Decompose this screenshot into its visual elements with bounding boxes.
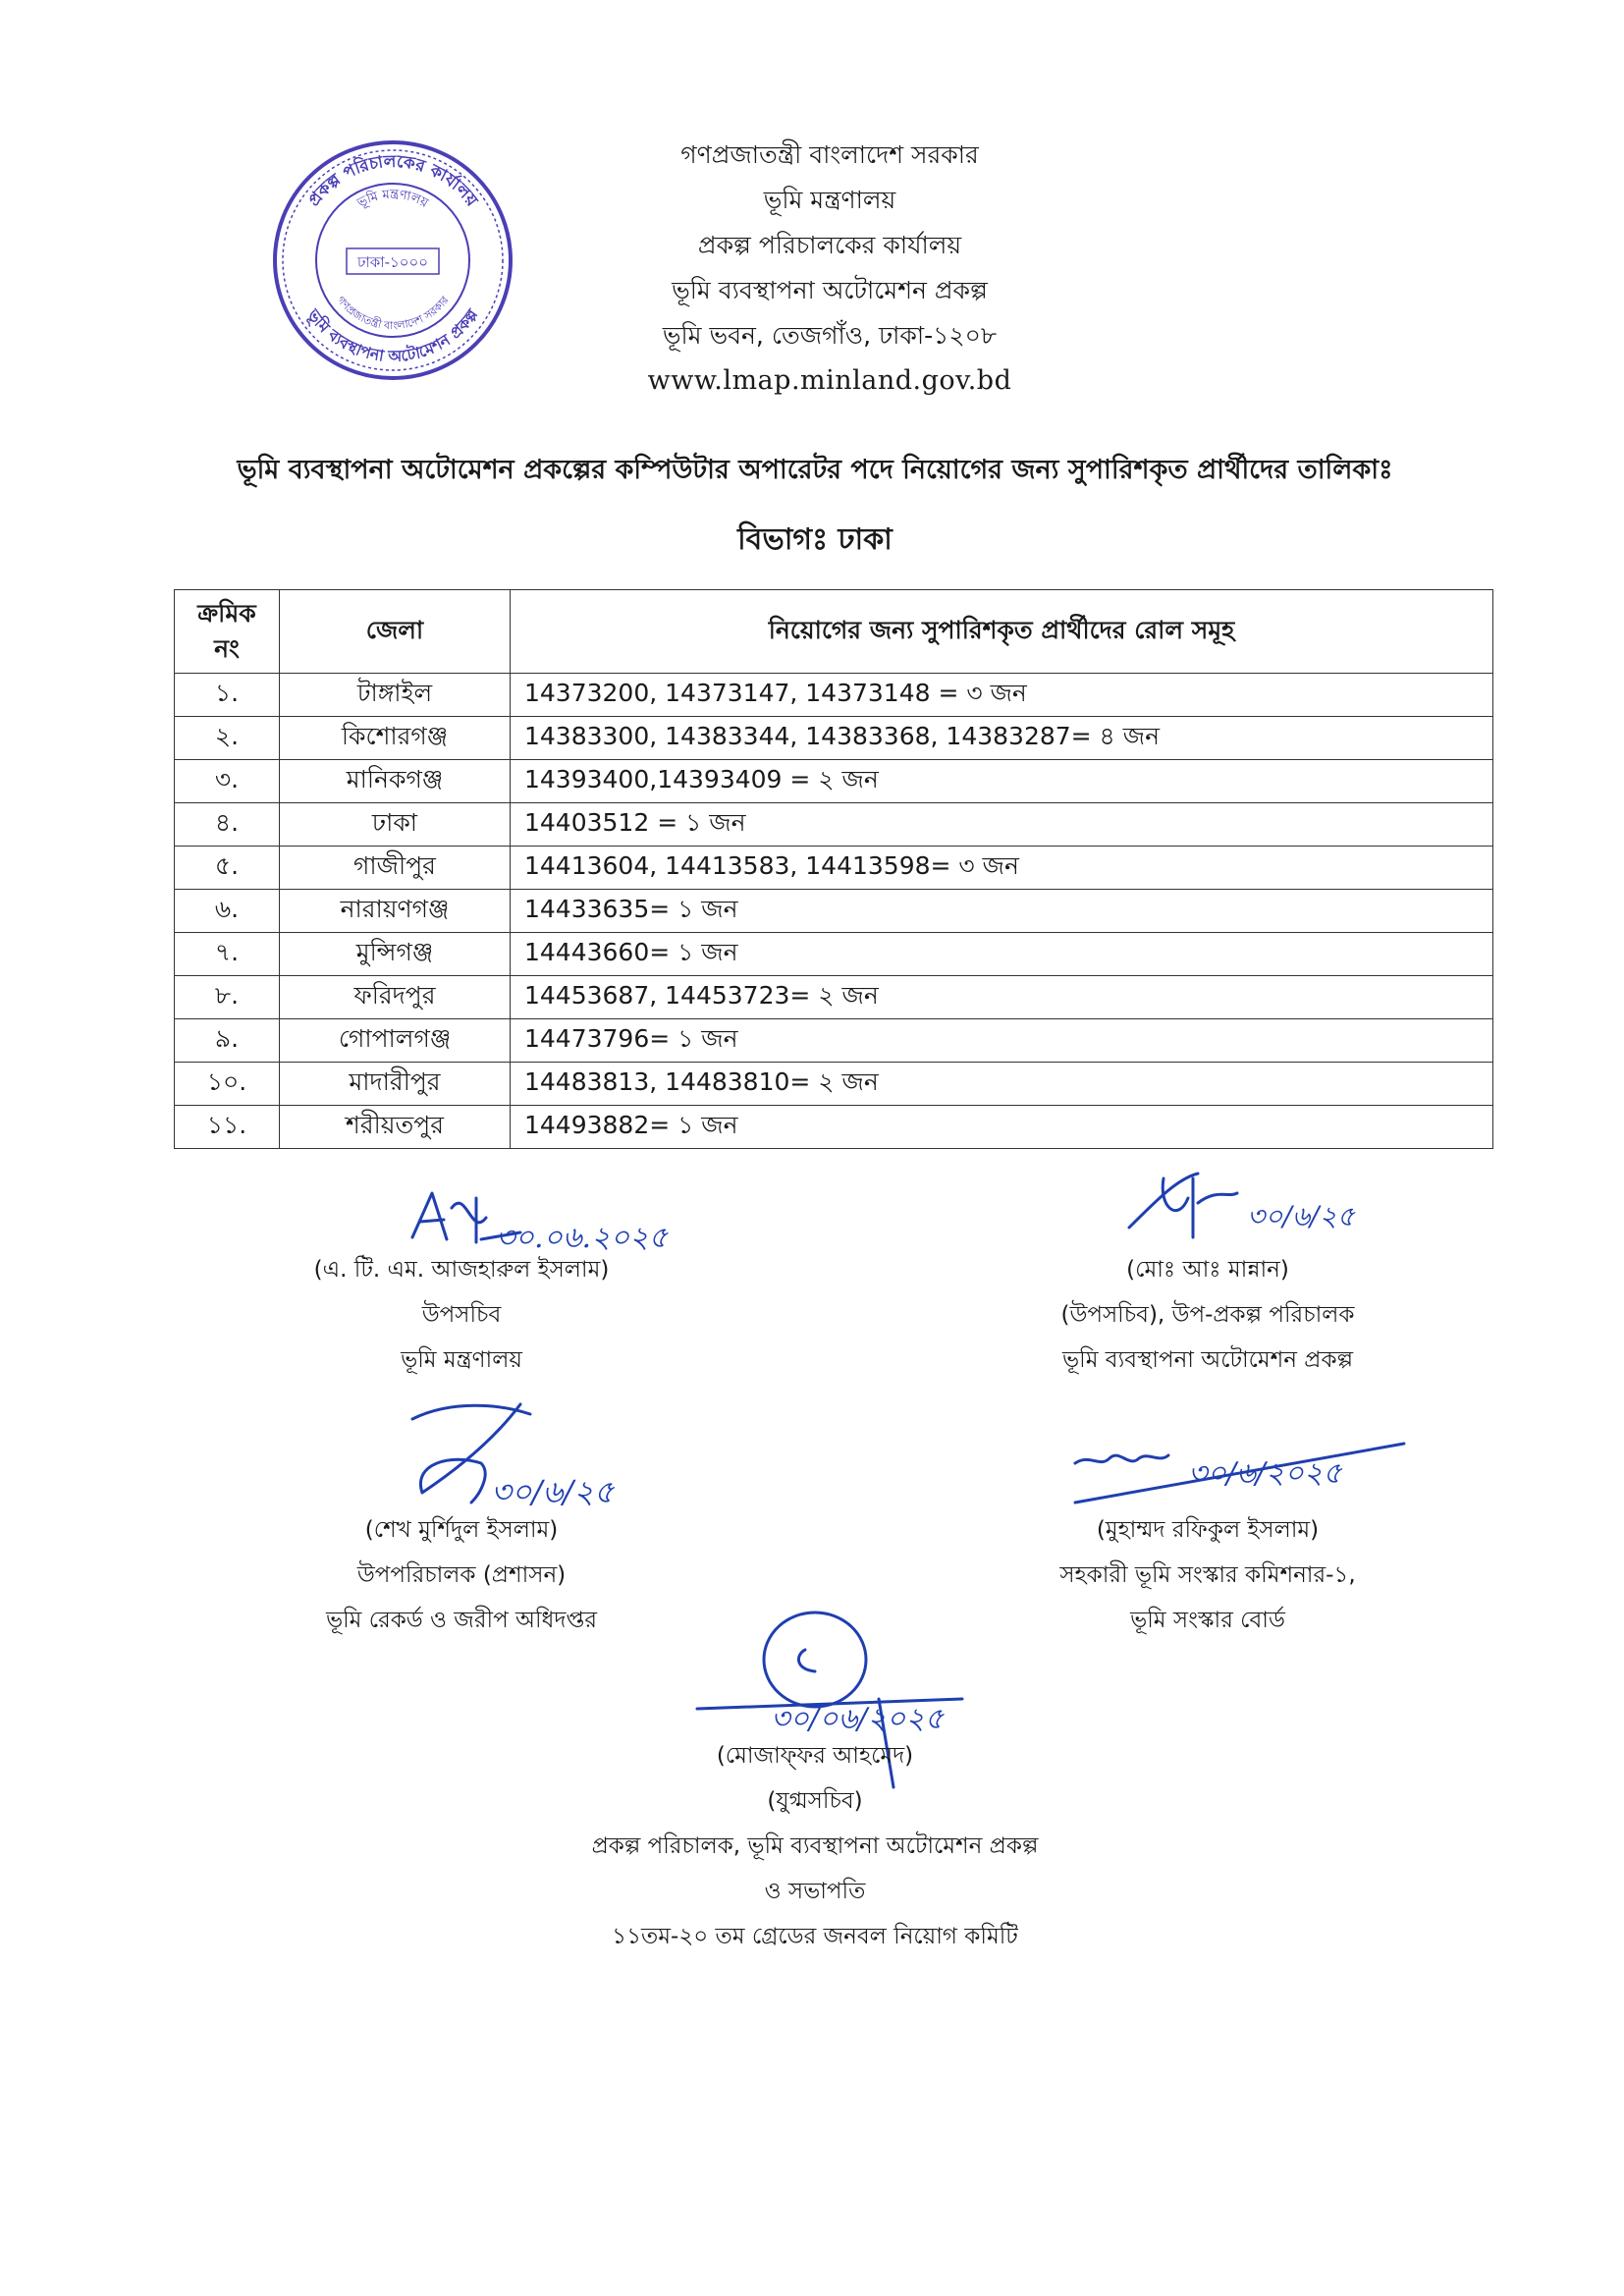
cell-district: গাজীপুর [280, 847, 511, 890]
table-row [175, 847, 1493, 890]
signatory-1-name: (এ. টি. এম. আজহারুল ইসলাম) [313, 1257, 610, 1283]
cell-serial: ১. [175, 674, 280, 717]
cell-rolls: 14393400,14393409 = ২ জন [511, 760, 1493, 803]
signatory-4-name: (মুহাম্মদ রফিকুল ইসলাম) [1096, 1517, 1320, 1543]
table-row [175, 976, 1493, 1019]
svg-text:ভূমি মন্ত্রণালয় [354, 188, 431, 212]
table-row [175, 717, 1493, 760]
cell-serial: ২. [175, 717, 280, 760]
svg-text:ভূমি ব্যবস্থাপনা অটোমেশন প্রকল [301, 304, 482, 365]
signatory-5-chair: ও সভাপতি [764, 1879, 866, 1904]
document-title: ভূমি ব্যবস্থাপনা অটোমেশন প্রকল্পের কম্পিউটার অপারেটর পদে নিয়োগের জন্য সুপারিশকৃত প্রার্থীদের তালিকাঃ [237, 455, 1393, 485]
signature-4-date: ৩০/৬/২০২৫ [1188, 1456, 1342, 1491]
cell-rolls: 14383300, 14383344, 14383368, 14383287= ৪ জন [511, 717, 1493, 760]
header-serial: ক্রমিক নং [175, 590, 280, 674]
header-rolls: নিয়োগের জন্য সুপারিশকৃত প্রার্থীদের রোল সমূহ [511, 590, 1493, 674]
cell-district: নারায়ণগঞ্জ [280, 890, 511, 933]
signature-2 [1119, 1159, 1453, 1257]
svg-text:গণপ্রজাতন্ত্রী বাংলাদেশ সরকার [334, 294, 452, 333]
table-row [175, 1106, 1493, 1149]
cell-rolls: 14433635= ১ জন [511, 890, 1493, 933]
header-district: জেলা [280, 590, 511, 674]
signatory-3-office: ভূমি রেকর্ড ও জরীপ অধিদপ্তর [325, 1608, 598, 1633]
signatory-2-office: ভূমি ব্যবস্থাপনা অটোমেশন প্রকল্প [1062, 1347, 1353, 1373]
cell-rolls: 14453687, 14453723= ২ জন [511, 976, 1493, 1019]
table-row [175, 890, 1493, 933]
cell-district: ঢাকা [280, 803, 511, 847]
signature-1-date: ৩০.০৬.২০২৫ [496, 1221, 669, 1255]
signature-3 [393, 1394, 648, 1522]
cell-rolls: 14373200, 14373147, 14373148 = ৩ জন [511, 674, 1493, 717]
cell-serial: ১০. [175, 1063, 280, 1106]
signatory-4 [1001, 1507, 1414, 1643]
cell-serial: ৫. [175, 847, 280, 890]
office-seal [270, 137, 515, 383]
table-row [175, 1063, 1493, 1106]
cell-serial: ৯. [175, 1019, 280, 1063]
cell-rolls: 14483813, 14483810= ২ জন [511, 1063, 1493, 1106]
signatory-1 [255, 1247, 668, 1383]
cell-district: ফরিদপুর [280, 976, 511, 1019]
signatory-1-office: ভূমি মন্ত্রণালয় [401, 1347, 522, 1373]
signatory-2-designation: (উপসচিব), উপ-প্রকল্প পরিচালক [1060, 1302, 1355, 1328]
signatory-5-name: (মোজাফ্ফর আহমেদ) [716, 1743, 914, 1769]
signatory-2 [1001, 1247, 1414, 1383]
signatory-2-name: (মোঃ আঃ মান্নান) [1126, 1257, 1289, 1283]
signature-3-date: ৩০/৬/২৫ [491, 1473, 615, 1510]
signatory-5-committee: ১১তম-২০ তম গ্রেডের জনবল নিয়োগ কমিটি [612, 1924, 1018, 1949]
signature-2-date: ৩০/৬/২৫ [1247, 1200, 1355, 1232]
cell-serial: ৪. [175, 803, 280, 847]
cell-rolls: 14473796= ১ জন [511, 1019, 1493, 1063]
cell-district: মুন্সিগঞ্জ [280, 933, 511, 976]
letterhead [550, 133, 1110, 404]
cell-rolls: 14403512 = ১ জন [511, 803, 1493, 847]
header-address: ভূমি ভবন, তেজগাঁও, ঢাকা-১২০৮ [662, 321, 998, 350]
signatory-3 [255, 1507, 668, 1643]
cell-serial: ৬. [175, 890, 280, 933]
table-row [175, 1019, 1493, 1063]
signatory-5 [491, 1733, 1139, 1959]
cell-district: টাঙ্গাইল [280, 674, 511, 717]
cell-serial: ৩. [175, 760, 280, 803]
table-row [175, 674, 1493, 717]
signatory-3-name: (শেখ মুর্শিদুল ইসলাম) [364, 1517, 559, 1543]
cell-serial: ১১. [175, 1106, 280, 1149]
table-row [175, 933, 1493, 976]
header-website: www.lmap.minland.gov.bd [647, 365, 1012, 396]
table-row [175, 803, 1493, 847]
seal-inner-text: ভূমি মন্ত্রণালয় [354, 187, 431, 211]
cell-serial: ৮. [175, 976, 280, 1019]
header-project: ভূমি ব্যবস্থাপনা অটোমেশন প্রকল্প [672, 276, 988, 304]
header-govt: গণপ্রজাতন্ত্রী বাংলাদেশ সরকার [680, 140, 979, 169]
signatory-4-designation: সহকারী ভূমি সংস্কার কমিশনার-১, [1059, 1562, 1356, 1588]
cell-district: কিশোরগঞ্জ [280, 717, 511, 760]
cell-serial: ৭. [175, 933, 280, 976]
cell-rolls: 14493882= ১ জন [511, 1106, 1493, 1149]
signatory-4-office: ভূমি সংস্কার বোর্ড [1130, 1608, 1285, 1633]
signature-4 [1070, 1414, 1424, 1512]
candidate-roll-table [174, 589, 1493, 1149]
header-ministry: ভূমি মন্ত্রণালয় [763, 186, 896, 214]
signature-5-date: ৩০/০৬/২০২৫ [771, 1702, 945, 1736]
cell-district: মাদারীপুর [280, 1063, 511, 1106]
cell-district: গোপালগঞ্জ [280, 1019, 511, 1063]
signatory-3-designation: উপপরিচালক (প্রশাসন) [356, 1562, 567, 1588]
cell-district: শরীয়তপুর [280, 1106, 511, 1149]
cell-rolls: 14443660= ১ জন [511, 933, 1493, 976]
division-label: বিভাগঃ ঢাকা [737, 522, 893, 557]
cell-rolls: 14413604, 14413583, 14413598= ৩ জন [511, 847, 1493, 890]
seal-bottom-text: ভূমি ব্যবস্থাপনা অটোমেশন প্রকল্প [303, 305, 482, 366]
seal-center-text: ঢাকা-১০০০ [356, 253, 429, 271]
signatory-1-designation: উপসচিব [421, 1302, 502, 1328]
table-header-row [175, 590, 1493, 674]
seal-outer-text: প্রকল্প পরিচালকের কার্যালয় [303, 151, 482, 211]
signatory-5-designation: (যুগ্মসচিব) [767, 1788, 863, 1814]
header-office: প্রকল্প পরিচালকের কার্যালয় [697, 231, 962, 259]
signatory-5-office: প্রকল্প পরিচালক, ভূমি ব্যবস্থাপনা অটোমেশন প্রকল্প [591, 1833, 1039, 1859]
cell-district: মানিকগঞ্জ [280, 760, 511, 803]
seal-lower-text: গণপ্রজাতন্ত্রী বাংলাদেশ সরকার [334, 294, 452, 333]
table-row [175, 760, 1493, 803]
